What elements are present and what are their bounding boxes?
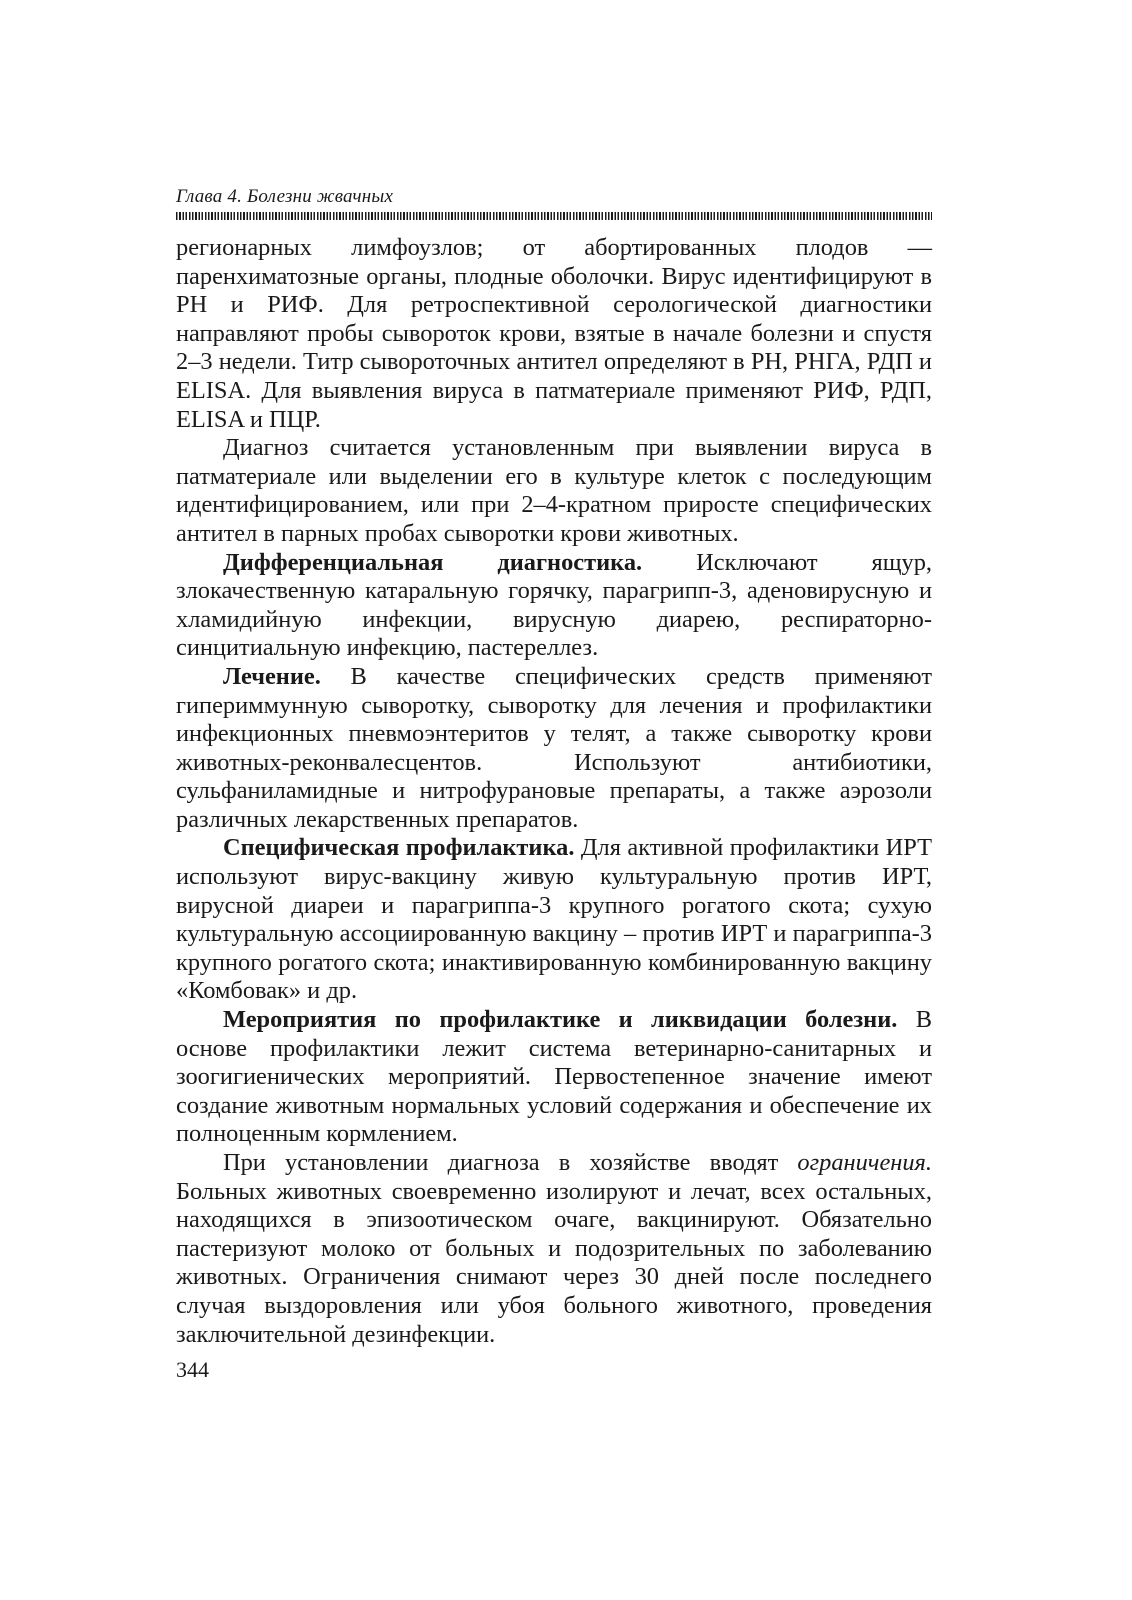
paragraph-treatment [176,663,932,835]
paragraph-diagnostics-continued: регионарных лимфоузлов; от абортированных плодов — паренхиматозные органы, плодные оболочки. Вирус идентифицируют в РН и РИФ. Для ретроспективной серологической диагностики направляют пробы сывороток крови, взятые в начале болезни и спустя 2–3 недели. Титр сывороточных антител определяют в РН, РНГА, РДП и ELISA. Для выявления вируса в патматериале применяют РИФ, РДП, ELISA и ПЦР. [176,234,932,433]
header-rule [176,212,932,220]
paragraph-specific-prevention [176,834,932,1006]
running-head: Глава 4. Болезни жвачных [176,186,394,207]
paragraph-text: В качестве специфических средств применяют гипериммунную сыворотку, сыворотку для лечения и профилактики инфекционных пневмоэнтеритов у телят, а также сыворотку крови животных-реконвалесцентов. Используют антибиотики, сульфаниламидные и нитрофурановые препараты, а также аэрозоли различных лекарственных препаратов. [176,662,932,833]
section-heading-differential: Дифференциальная диагностика. [223,548,643,576]
paragraph-text: Больных животных своевременно изолируют и лечат, всех остальных, находящихся в эпизоотическом очаге, вакцинируют. Обязательно пастеризуют молоко от больных и подозрительных по заболеванию животных. Ограничения снимают через 30 дней после последнего случая выздоровления или убоя больного животного, проведения заключительной дезинфекции. [176,1177,932,1348]
page-body [176,234,932,1349]
page-number: 344 [176,1357,209,1383]
paragraph-text: В основе профилактики лежит система ветеринарно-санитарных и зоогигиенических мероприятий. Первостепенное значение имеют создание животным нормальных условий содержания и обеспечение их полноценным кормлением. [176,1006,932,1148]
paragraph-differential-diagnosis [176,549,932,663]
section-heading-control-measures: Мероприятия по профилактике и ликвидации болезни. [223,1006,898,1034]
paragraph-lead: При установлении диагноза в хозяйстве вводят [223,1149,798,1176]
paragraph-control-measures [176,1006,932,1149]
paragraph-text: Для активной профилактики ИРТ используют вирус-вакцину живую культуральную против ИРТ, вирусной диареи и парагриппа-3 крупного рогатого скота; сухую культуральную ассоциированную вакцину – против ИРТ и парагриппа-3 крупного рогатого скота; инактивированную комбинированную вакцину «Комбовак» и др. [176,834,932,1005]
section-heading-treatment: Лечение. [223,662,321,690]
section-heading-specific-prevention: Специфическая профилактика. [223,834,575,862]
book-page [176,186,932,1383]
paragraph-text: Исключают ящур, злокачественную катаральную горячку, парагрипп-3, аденовирусную и хламидийную инфекции, вирусную диарею, респираторно-синцитиальную инфекцию, пастереллез. [176,548,932,662]
paragraph-diagnosis-criteria: Диагноз считается установленным при выявлении вируса в патматериале или выделении его в культуре клеток с последующим идентифицированием, или при 2–4-кратном приросте специфических антител в парных пробах сыворотки крови животных. [176,434,932,547]
paragraph-restrictions [176,1149,932,1349]
emphasis-restrictions: ограничения. [797,1149,932,1176]
